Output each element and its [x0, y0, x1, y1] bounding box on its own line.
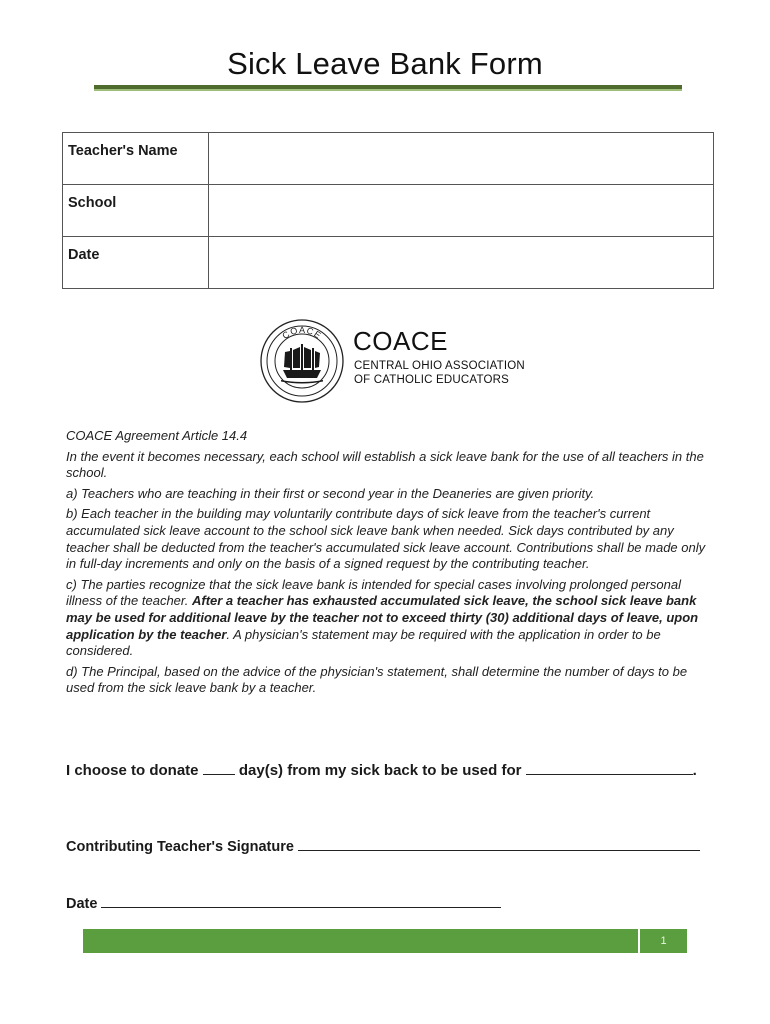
title-divider-accent: [94, 89, 682, 91]
coace-logo: [259, 318, 529, 408]
table-row: [63, 237, 714, 289]
article-clause-d: d) The Principal, based on the advice of the physician's statement, shall determine the number of days to be used from the sick leave bank by a teacher.: [66, 663, 688, 696]
signature-label: Contributing Teacher's Signature: [66, 839, 298, 855]
table-row: [63, 185, 714, 237]
article-intro: In the event it becomes necessary, each school will establish a sick leave bank for the use of all teachers in the school.: [66, 448, 704, 481]
days-blank[interactable]: [203, 760, 235, 775]
clause-c-end: . A physician's statement may be required with the application in order to be considered.: [66, 626, 661, 659]
seal-ring-text: COACE: [280, 324, 324, 342]
signature-row: [66, 836, 700, 855]
logo-subtitle-line2: OF CATHOLIC EDUCATORS: [354, 374, 509, 386]
article-text: [66, 428, 716, 701]
teacher-info-table: [62, 132, 714, 289]
coace-seal-icon: [259, 318, 345, 408]
recipient-blank[interactable]: [526, 760, 693, 775]
donation-statement: [66, 760, 697, 779]
date-field[interactable]: [209, 237, 714, 289]
date-row: [66, 893, 501, 912]
footer-bar: [83, 929, 638, 953]
article-clause-a: a) Teachers who are teaching in their first or second year in the Deaneries are given priority.: [66, 485, 595, 501]
signature-line[interactable]: [298, 836, 700, 851]
logo-subtitle-line1: CENTRAL OHIO ASSOCIATION: [354, 360, 525, 372]
donate-text-1: I choose to donate: [66, 762, 203, 779]
article-clause-c: [66, 577, 716, 660]
article-heading: COACE Agreement Article 14.4: [66, 428, 248, 443]
logo-name: COACE: [353, 326, 448, 356]
table-row: [63, 133, 714, 185]
teacher-name-field[interactable]: [209, 133, 714, 185]
donate-text-2: day(s) from my sick back to be used for: [234, 762, 526, 779]
date-label: Date: [63, 237, 209, 289]
signature-date-label: Date: [66, 896, 102, 912]
clause-c-bold: After a teacher has exhausted accumulated sick leave, the school sick leave bank may be used for additional leave by the teacher not to exceed thirty (30) additional days of leave, upon application by the teacher: [66, 593, 699, 642]
page-title: Sick Leave Bank Form: [227, 46, 543, 81]
page-number: 1: [640, 929, 687, 953]
clause-c-start: c) The parties recognize that the sick leave bank is intended for special cases involving prolonged personal illness of the teacher.: [66, 576, 681, 609]
article-clause-b: b) Each teacher in the building may voluntarily contribute days of sick leave from the teacher's current accumulated sick leave account to the school sick leave bank when needed. Sick days contributed by any teacher shall be deducted from the teacher's accumulated sick leave account. Contributions shall be made only in full-day increments and only on the basis of a signed request by the contributing teacher.: [66, 506, 706, 572]
signature-date-line[interactable]: [101, 893, 501, 908]
school-field[interactable]: [209, 185, 714, 237]
svg-text:COACE: [280, 325, 323, 341]
school-label: School: [63, 185, 209, 237]
donate-text-3: .: [692, 762, 697, 779]
teacher-name-label: Teacher's Name: [63, 133, 209, 185]
